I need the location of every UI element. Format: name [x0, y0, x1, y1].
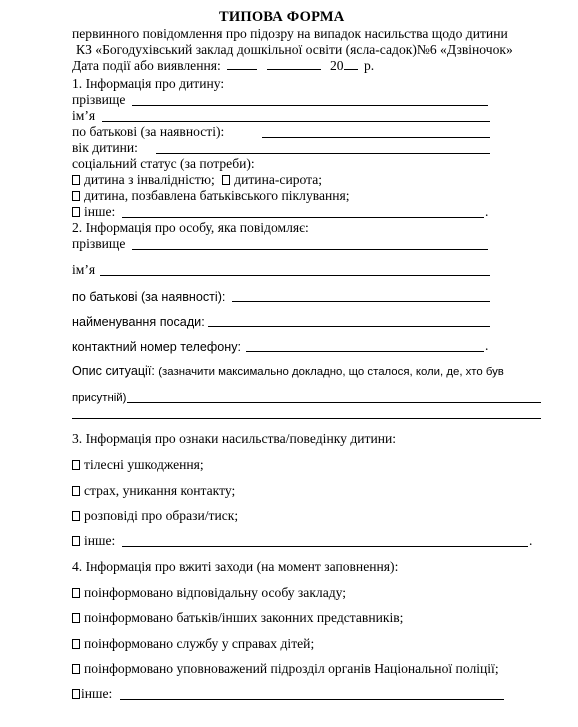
checkbox-children-service[interactable]: [72, 639, 80, 649]
child-age-label: вік дитини:: [72, 140, 138, 155]
social-status-row-2: [72, 188, 350, 204]
child-patronymic-field[interactable]: [262, 137, 490, 138]
action-parents-label: поінформовано батьків/інших законних представників;: [84, 610, 404, 625]
child-patronymic-label: по батькові (за наявності):: [72, 124, 225, 139]
reporter-surname-label: прізвище: [72, 236, 126, 251]
action-police-row: [72, 661, 499, 677]
status-other-period: .: [485, 204, 489, 219]
date-year-field[interactable]: [344, 58, 358, 70]
action-responsible-row: [72, 585, 346, 601]
checkbox-fear[interactable]: [72, 486, 80, 496]
form-subtitle-1: первинного повідомлення про підозру на випадок насильства щодо дитини: [72, 26, 508, 41]
date-year-prefix: 20: [330, 58, 344, 73]
checkbox-sign-other[interactable]: [72, 536, 80, 546]
date-year-suffix: р.: [364, 58, 375, 73]
situation-row: [72, 363, 504, 380]
reporter-phone-field[interactable]: [246, 351, 484, 352]
option-orphan-label: дитина-сирота;: [234, 172, 323, 187]
sign-stories-label: розповіді про образи/тиск;: [84, 508, 239, 523]
status-other-field[interactable]: [122, 217, 484, 218]
reporter-position-field[interactable]: [208, 326, 490, 327]
checkbox-parents[interactable]: [72, 613, 80, 623]
action-children-service-label: поінформовано службу у справах дітей;: [84, 636, 315, 651]
sign-other-label: інше:: [84, 533, 116, 548]
reporter-name-field[interactable]: [100, 275, 490, 276]
reporter-patronymic-label: по батькові (за наявності):: [72, 290, 226, 304]
checkbox-status-other[interactable]: [72, 207, 80, 217]
option-status-other-label: інше:: [84, 204, 116, 219]
situation-label: Опис ситуації:: [72, 364, 155, 378]
sign-fear-label: страх, уникання контакту;: [84, 483, 236, 498]
child-surname-label: прізвище: [72, 92, 126, 107]
reporter-name-label: ім’я: [72, 262, 96, 277]
child-age-field[interactable]: [156, 153, 490, 154]
sign-injuries-label: тілесні ушкодження;: [84, 457, 204, 472]
sign-fear-row: [72, 483, 235, 499]
section4-heading: 4. Інформація про вжиті заходи (на момент заповнення):: [72, 559, 399, 574]
sign-other-period: .: [529, 533, 533, 548]
reporter-patronymic-field[interactable]: [232, 301, 490, 302]
situation-hint-cont: присутній): [72, 392, 127, 404]
sign-stories-row: [72, 508, 238, 524]
checkbox-injuries[interactable]: [72, 460, 80, 470]
section2-heading: 2. Інформація про особу, яка повідомляє:: [72, 220, 309, 235]
social-status-row-1: [72, 172, 322, 188]
child-name-label: ім’я: [72, 108, 96, 123]
social-status-label: соціальний статус (за потреби):: [72, 156, 255, 171]
situation-field-2[interactable]: [72, 418, 541, 419]
checkbox-deprived-care[interactable]: [72, 191, 80, 201]
action-other-label: інше:: [81, 686, 113, 701]
checkbox-stories[interactable]: [72, 511, 80, 521]
checkbox-police[interactable]: [72, 664, 80, 674]
sign-injuries-row: [72, 457, 204, 473]
date-month-field[interactable]: [267, 58, 321, 70]
form-title: ТИПОВА ФОРМА: [219, 9, 345, 25]
date-day-field[interactable]: [227, 58, 257, 70]
checkbox-action-other[interactable]: [72, 689, 80, 699]
checkbox-responsible[interactable]: [72, 588, 80, 598]
action-children-service-row: [72, 636, 314, 652]
reporter-phone-label: контактний номер телефону:: [72, 340, 241, 354]
action-parents-row: [72, 610, 403, 626]
reporter-phone-period: .: [485, 338, 489, 353]
sign-other-row: [72, 533, 115, 549]
action-other-field[interactable]: [120, 699, 504, 700]
checkbox-disability[interactable]: [72, 175, 80, 185]
option-deprived-label: дитина, позбавлена батьківського піклування;: [84, 188, 350, 203]
child-name-field[interactable]: [102, 121, 490, 122]
action-responsible-label: поінформовано відповідальну особу закладу;: [84, 585, 347, 600]
sign-other-field[interactable]: [122, 546, 528, 547]
section1-heading: 1. Інформація про дитину:: [72, 76, 225, 91]
situation-hint: (зазначити максимально докладно, що сталося, коли, де, хто був: [158, 366, 504, 378]
child-surname-field[interactable]: [132, 105, 488, 106]
date-row: [72, 58, 374, 74]
situation-field-1[interactable]: [127, 402, 541, 403]
date-label: Дата події або виявлення:: [72, 58, 221, 73]
form-subtitle-2: КЗ «Богодухівський заклад дошкільної освіти (ясла-садок)№6 «Дзвіночок»: [76, 42, 513, 57]
action-police-label: поінформовано уповноважений підрозділ органів Національної поліції;: [84, 661, 499, 676]
reporter-position-label: найменування посади:: [72, 315, 205, 329]
checkbox-orphan[interactable]: [222, 175, 230, 185]
section3-heading: 3. Інформація про ознаки насильства/поведінку дитини:: [72, 431, 397, 446]
social-status-row-other: [72, 204, 115, 220]
option-disability-label: дитина з інвалідністю;: [84, 172, 215, 187]
reporter-surname-field[interactable]: [132, 249, 488, 250]
action-other-row: [72, 686, 112, 702]
